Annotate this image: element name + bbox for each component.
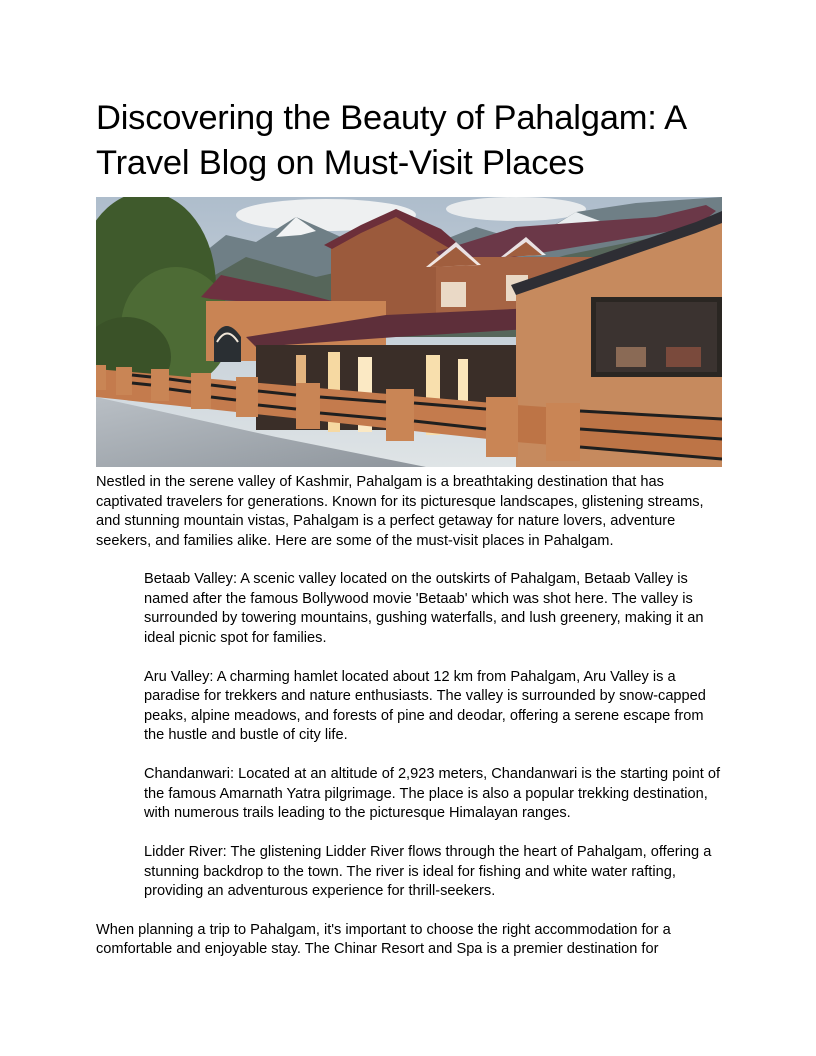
- intro-paragraph: Nestled in the serene valley of Kashmir, Pahalgam is a breathtaking destination that has captivated travelers for generations. Known for its picturesque landscapes, glistening streams, and stunning mountain vistas, Pahalgam is a perfect getaway for nature lovers, adventure seekers, and families alike. Here are some of the must-visit places in Pahalgam.: [96, 474, 704, 549]
- closing-paragraph: When planning a trip to Pahalgam, it's important to choose the right accommodation for a comfortable and enjoyable stay. The Chinar Resort and Spa is a premier destination for: [96, 921, 671, 957]
- resort-photo: [96, 197, 722, 467]
- places-list: [96, 570, 720, 902]
- page-title: Discovering the Beauty of Pahalgam: A Travel Blog on Must-Visit Places: [96, 99, 686, 182]
- place-betaab-valley: Betaab Valley: A scenic valley located on the outskirts of Pahalgam, Betaab Valley is named after the famous Bollywood movie 'Betaab' which was shot here. The valley is surrounded by towering mountains, gushing waterfalls, and lush greenery, making it an ideal picnic spot for families.: [144, 571, 704, 646]
- document-page: [96, 96, 720, 960]
- place-chandanwari: Chandanwari: Located at an altitude of 2,923 meters, Chandanwari is the starting point of the famous Amarnath Yatra pilgrimage. The place is also a popular trekking destination, with numerous trails leading to the picturesque Himalayan ranges.: [144, 766, 720, 821]
- place-lidder-river: Lidder River: The glistening Lidder River flows through the heart of Pahalgam, offering a stunning backdrop to the town. The river is ideal for fishing and white water rafting, providing an adventurous experience for thrill-seekers.: [144, 844, 712, 899]
- place-aru-valley: Aru Valley: A charming hamlet located about 12 km from Pahalgam, Aru Valley is a paradise for trekkers and nature enthusiasts. The valley is surrounded by snow-capped peaks, alpine meadows, and forests of pine and deodar, offering a serene escape from the hustle and bustle of city life.: [144, 668, 706, 743]
